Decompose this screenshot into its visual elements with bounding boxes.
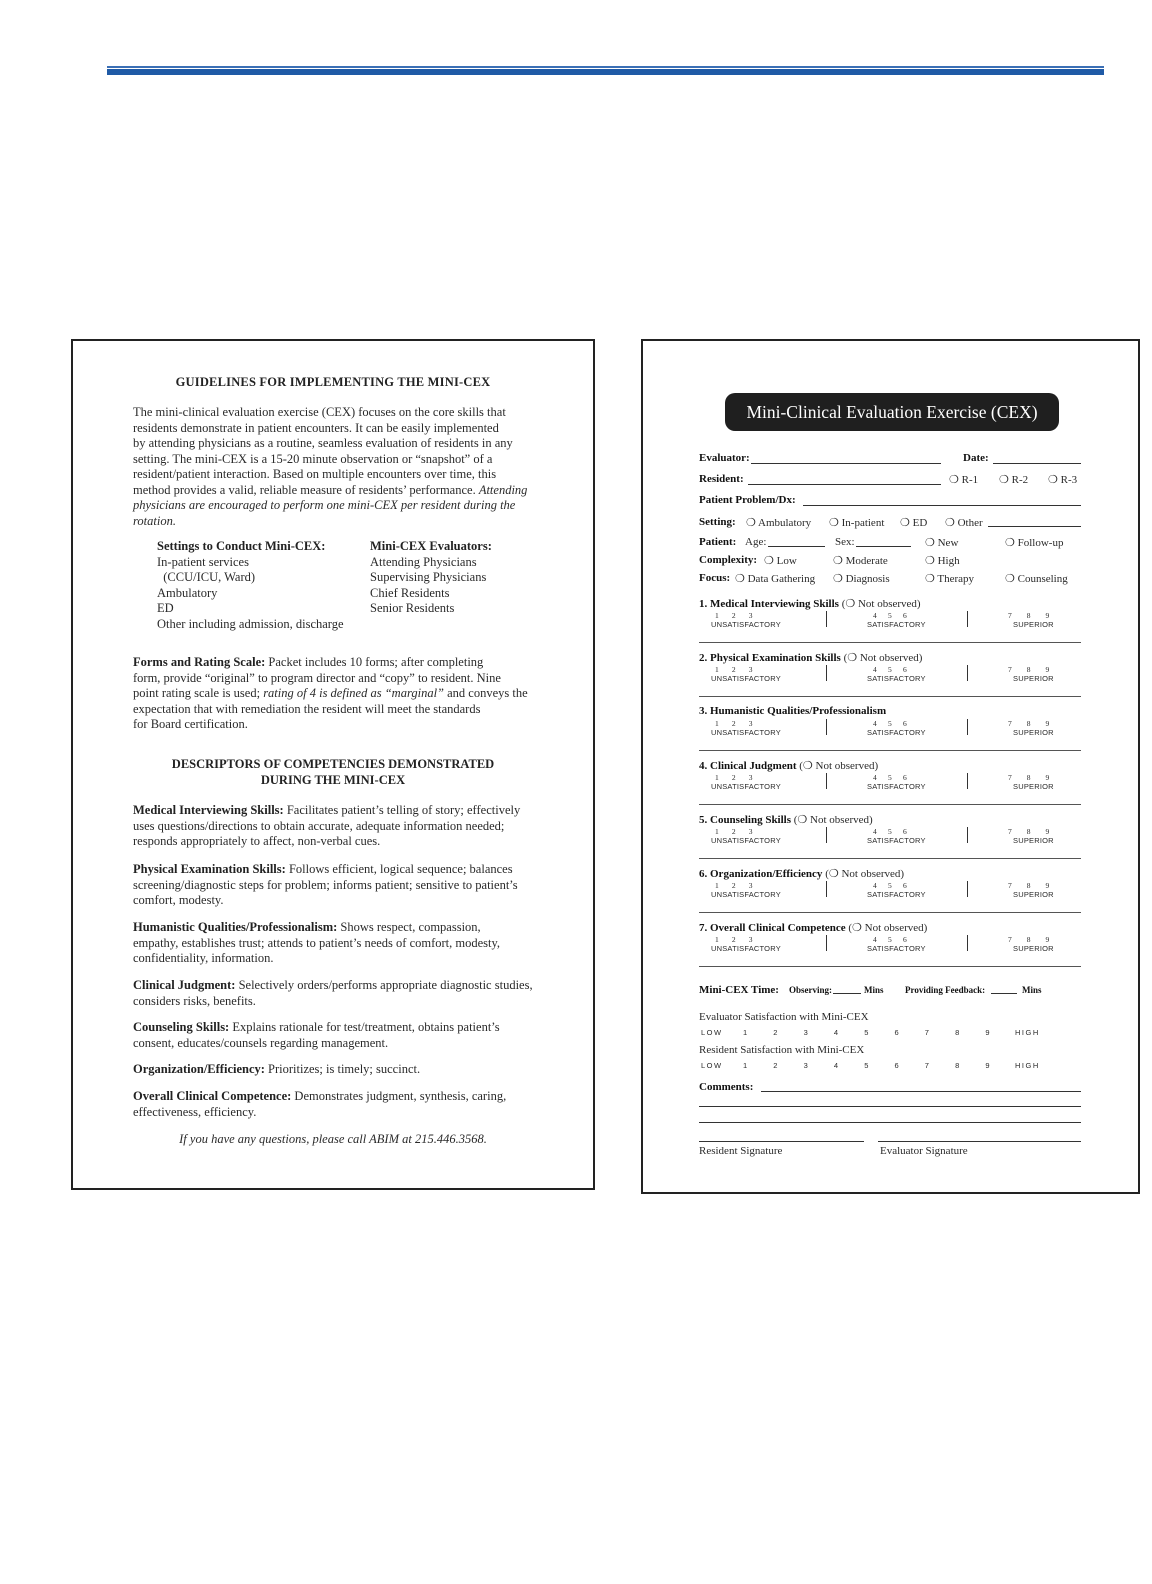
satisfaction-rating-option[interactable]: 6 bbox=[894, 1028, 901, 1037]
setting-inpatient-radio[interactable]: ❍ In-patient bbox=[829, 517, 885, 529]
rating-scale-divider bbox=[967, 719, 968, 735]
satisfaction-rating-option[interactable]: 8 bbox=[955, 1028, 961, 1037]
rating-scale-satisfactory: SATISFACTORY bbox=[867, 782, 926, 791]
observing-label: Observing: bbox=[789, 985, 833, 995]
patient-problem-field[interactable] bbox=[803, 505, 1081, 506]
descriptor-clinical-judgment: Clinical Judgment: Selectively orders/performs appropriate diagnostic studies, considers risks, benefits. bbox=[133, 978, 533, 1008]
satisfaction-rating-option[interactable]: 9 bbox=[985, 1061, 992, 1070]
comments-field-line[interactable] bbox=[761, 1091, 1081, 1092]
intro-line: method provides a valid, reliable measure of residents’ performance. Attending bbox=[133, 482, 528, 497]
satisfaction-rating-option[interactable]: 7 bbox=[924, 1061, 931, 1070]
rating-scale-superior: SUPERIOR bbox=[1013, 782, 1054, 791]
header-rule-thin bbox=[107, 66, 1104, 68]
rating-scale-superior: SUPERIOR bbox=[1013, 728, 1054, 737]
rating-item-title: 5. Counseling Skills (❍ Not observed) bbox=[699, 814, 873, 826]
observing-mins: Mins bbox=[864, 985, 884, 995]
rating-scale-superior: SUPERIOR bbox=[1013, 890, 1054, 899]
intro-line: residents demonstrate in patient encounters. It can be easily implemented bbox=[133, 420, 499, 435]
rating-scale-divider bbox=[826, 827, 827, 843]
satisfaction-rating-option[interactable]: 4 bbox=[833, 1061, 840, 1070]
evaluation-form-panel bbox=[641, 339, 1140, 1194]
rating-scale-divider bbox=[967, 827, 968, 843]
satisfaction-high-label[interactable]: HIGH bbox=[1015, 1061, 1040, 1070]
rating-item-separator bbox=[699, 966, 1081, 967]
rating-scale-divider bbox=[826, 665, 827, 681]
rating-scale-numbers-low[interactable]: 1 2 3 bbox=[715, 827, 753, 836]
followup-radio[interactable]: ❍ Follow-up bbox=[1005, 537, 1064, 549]
evaluator-signature-line[interactable] bbox=[878, 1141, 1081, 1142]
satisfaction-rating-option[interactable]: 1 bbox=[743, 1061, 749, 1070]
evaluator-label: Evaluator: bbox=[699, 452, 750, 464]
satisfaction-rating-option[interactable]: 9 bbox=[985, 1028, 992, 1037]
r1-radio[interactable]: ❍ R-1 bbox=[949, 474, 979, 486]
rating-scale-divider bbox=[826, 881, 827, 897]
evaluator-field[interactable] bbox=[751, 463, 941, 464]
rating-scale-satisfactory: SATISFACTORY bbox=[867, 944, 926, 953]
focus-diagnosis-radio[interactable]: ❍ Diagnosis bbox=[833, 573, 890, 585]
rating-scale-satisfactory: SATISFACTORY bbox=[867, 674, 926, 683]
sex-label: Sex: bbox=[835, 536, 855, 548]
time-label: Mini-CEX Time: bbox=[699, 984, 779, 996]
complexity-high-radio[interactable]: ❍ High bbox=[925, 555, 960, 567]
rating-item-separator bbox=[699, 858, 1081, 859]
form-title: Mini-Clinical Evaluation Exercise (CEX) bbox=[725, 393, 1059, 431]
guidelines-intro bbox=[133, 405, 533, 529]
comments-field-line[interactable] bbox=[699, 1106, 1081, 1107]
rating-scale-satisfactory: SATISFACTORY bbox=[867, 620, 926, 629]
rating-scale-numbers-high[interactable]: 7 8 9 bbox=[1008, 827, 1050, 836]
rating-scale-divider bbox=[826, 611, 827, 627]
rating-scale-satisfactory: SATISFACTORY bbox=[867, 728, 926, 737]
rating-scale-numbers-low[interactable]: 1 2 3 bbox=[715, 611, 753, 620]
sex-field[interactable] bbox=[856, 546, 911, 547]
complexity-moderate-radio[interactable]: ❍ Moderate bbox=[833, 555, 888, 567]
satisfaction-rating-option[interactable]: 1 bbox=[743, 1028, 749, 1037]
patient-label: Patient: bbox=[699, 536, 737, 548]
descriptors-title: DESCRIPTORS OF COMPETENCIES DEMONSTRATED DURING THE MINI-CEX bbox=[171, 757, 495, 787]
rating-scale-unsatisfactory: UNSATISFACTORY bbox=[711, 890, 781, 899]
focus-counseling-radio[interactable]: ❍ Counseling bbox=[1005, 573, 1068, 585]
comments-field-line[interactable] bbox=[699, 1122, 1081, 1123]
satisfaction-rating-option[interactable]: 4 bbox=[833, 1028, 840, 1037]
patient-problem-label: Patient Problem/Dx: bbox=[699, 494, 796, 506]
rating-scale-numbers-mid[interactable]: 4 5 6 bbox=[873, 665, 907, 674]
rating-scale-unsatisfactory: UNSATISFACTORY bbox=[711, 728, 781, 737]
header-rule-thick bbox=[107, 69, 1104, 75]
settings-item: In-patient services bbox=[157, 554, 249, 569]
setting-other-field[interactable] bbox=[988, 526, 1081, 527]
intro-line: setting. The mini-CEX is a 15-20 minute observation or “snapshot” of a bbox=[133, 451, 493, 466]
rating-item-title: 2. Physical Examination Skills (❍ Not observed) bbox=[699, 652, 923, 664]
resident-field[interactable] bbox=[748, 484, 941, 485]
focus-label: Focus: bbox=[699, 572, 731, 584]
descriptor-overall-competence: Overall Clinical Competence: Demonstrates judgment, synthesis, caring, effectiveness, efficiency. bbox=[133, 1089, 507, 1119]
settings-item: Ambulatory bbox=[157, 585, 218, 600]
rating-scale-numbers-high[interactable]: 7 8 9 bbox=[1008, 935, 1050, 944]
satisfaction-rating-option[interactable]: 2 bbox=[773, 1061, 779, 1070]
rating-scale-superior: SUPERIOR bbox=[1013, 674, 1054, 683]
focus-data-gathering-radio[interactable]: ❍ Data Gathering bbox=[735, 573, 816, 585]
r3-radio[interactable]: ❍ R-3 bbox=[1048, 474, 1078, 486]
descriptor-physical-examination: Physical Examination Skills: Follows efficient, logical sequence; balances screening/diagnostic steps for problem; informs patient; sensitive to patient’s comfort, modesty. bbox=[133, 862, 518, 907]
rating-scale-numbers-mid[interactable]: 4 5 6 bbox=[873, 773, 907, 782]
rating-scale-numbers-low[interactable]: 1 2 3 bbox=[715, 881, 753, 890]
feedback-label: Providing Feedback: bbox=[905, 985, 986, 995]
resident-satisfaction-label: Resident Satisfaction with Mini-CEX bbox=[699, 1044, 865, 1056]
satisfaction-rating-option[interactable]: 5 bbox=[864, 1028, 870, 1037]
rating-item-title: 4. Clinical Judgment (❍ Not observed) bbox=[699, 760, 879, 772]
intro-line: resident/patient interaction. Based on multiple encounters over time, this bbox=[133, 467, 497, 481]
rating-item-title: 7. Overall Clinical Competence (❍ Not observed) bbox=[699, 922, 928, 934]
satisfaction-low-label[interactable]: LOW bbox=[701, 1028, 723, 1037]
rating-item-title: 1. Medical Interviewing Skills (❍ Not observed) bbox=[699, 598, 921, 610]
satisfaction-rating-option[interactable]: 7 bbox=[924, 1028, 931, 1037]
satisfaction-rating-option[interactable]: 6 bbox=[894, 1061, 901, 1070]
comments-label: Comments: bbox=[699, 1081, 754, 1093]
rating-scale-numbers-high[interactable]: 7 8 9 bbox=[1008, 881, 1050, 890]
date-label: Date: bbox=[963, 452, 989, 464]
settings-item: ED bbox=[157, 601, 174, 615]
satisfaction-low-label[interactable]: LOW bbox=[701, 1061, 723, 1070]
rating-scale-unsatisfactory: UNSATISFACTORY bbox=[711, 674, 781, 683]
descriptor-counseling: Counseling Skills: Explains rationale for test/treatment, obtains patient’s consent, educates/counsels regarding management. bbox=[133, 1020, 500, 1050]
rating-item-separator bbox=[699, 750, 1081, 751]
evaluator-signature-label: Evaluator Signature bbox=[880, 1145, 968, 1157]
rating-scale-numbers-mid[interactable]: 4 5 6 bbox=[873, 935, 907, 944]
rating-scale-numbers-mid[interactable]: 4 5 6 bbox=[873, 719, 907, 728]
evaluators-heading: Mini-CEX Evaluators: bbox=[370, 539, 492, 553]
age-field[interactable] bbox=[768, 546, 825, 547]
rating-scale-unsatisfactory: UNSATISFACTORY bbox=[711, 836, 781, 845]
contact-footer: If you have any questions, please call ABIM at 215.446.3568. bbox=[179, 1132, 487, 1146]
rating-scale-unsatisfactory: UNSATISFACTORY bbox=[711, 620, 781, 629]
descriptor-medical-interviewing: Medical Interviewing Skills: Facilitates patient’s telling of story; effectively uses questions/directions to obtain accurate, adequate information needed; responds appropriately to affect, non-verbal cues. bbox=[133, 803, 521, 848]
satisfaction-rating-option[interactable]: 3 bbox=[803, 1061, 810, 1070]
rating-item-title: 6. Organization/Efficiency (❍ Not observed) bbox=[699, 868, 905, 880]
focus-therapy-radio[interactable]: ❍ Therapy bbox=[925, 573, 975, 585]
rating-scale-superior: SUPERIOR bbox=[1013, 620, 1054, 629]
rating-scale-superior: SUPERIOR bbox=[1013, 836, 1054, 845]
evaluators-list bbox=[370, 539, 492, 617]
evaluators-item: Senior Residents bbox=[370, 601, 455, 615]
intro-line: The mini-clinical evaluation exercise (CEX) focuses on the core skills that bbox=[133, 405, 506, 419]
rating-item-separator bbox=[699, 642, 1081, 643]
rating-item-separator bbox=[699, 696, 1081, 697]
rating-item-separator bbox=[699, 912, 1081, 913]
guidelines-panel bbox=[71, 339, 595, 1190]
evaluators-item: Supervising Physicians bbox=[370, 570, 487, 584]
satisfaction-high-label[interactable]: HIGH bbox=[1015, 1028, 1040, 1037]
evaluators-item: Chief Residents bbox=[370, 585, 450, 600]
satisfaction-rating-option[interactable]: 2 bbox=[773, 1028, 779, 1037]
rating-scale-numbers-low[interactable]: 1 2 3 bbox=[715, 773, 753, 782]
resident-signature-label: Resident Signature bbox=[699, 1145, 783, 1157]
resident-label: Resident: bbox=[699, 473, 744, 485]
rating-item-title: 3. Humanistic Qualities/Professionalism bbox=[699, 705, 887, 717]
rating-scale-numbers-low[interactable]: 1 2 3 bbox=[715, 665, 753, 674]
setting-ed-radio[interactable]: ❍ ED bbox=[900, 517, 928, 529]
rating-scale-divider bbox=[826, 773, 827, 789]
new-radio[interactable]: ❍ New bbox=[925, 537, 959, 549]
intro-line: by attending physicians as a routine, seamless evaluation of residents in any bbox=[133, 436, 513, 450]
age-label: Age: bbox=[745, 536, 767, 548]
rating-scale-divider bbox=[826, 935, 827, 951]
guidelines-title: GUIDELINES FOR IMPLEMENTING THE MINI-CEX bbox=[175, 375, 491, 389]
setting-ambulatory-radio[interactable]: ❍ Ambulatory bbox=[746, 517, 812, 529]
evaluators-item: Attending Physicians bbox=[370, 554, 477, 569]
descriptor-organization: Organization/Efficiency: Prioritizes; is timely; succinct. bbox=[133, 1062, 421, 1076]
rating-scale-numbers-mid[interactable]: 4 5 6 bbox=[873, 611, 907, 620]
rating-scale-satisfactory: SATISFACTORY bbox=[867, 836, 926, 845]
settings-list bbox=[157, 539, 344, 632]
rating-scale-numbers-high[interactable]: 7 8 9 bbox=[1008, 611, 1050, 620]
evaluator-satisfaction-label: Evaluator Satisfaction with Mini-CEX bbox=[699, 1011, 869, 1023]
rating-scale-satisfactory: SATISFACTORY bbox=[867, 890, 926, 899]
rating-scale-numbers-high[interactable]: 7 8 9 bbox=[1008, 773, 1050, 782]
forms-and-rating-scale: Forms and Rating Scale: Packet includes 10 forms; after completing form, provide “original” to program director and “copy” to resident. Nine point rating scale is used; rating of 4 is defined as “marginal” and conveys the expectation that with remediation the resident will meet the standards for Board certification. bbox=[133, 655, 528, 731]
intro-line: physicians are encouraged to perform one mini-CEX per resident during the rotation. bbox=[133, 498, 516, 528]
feedback-field[interactable] bbox=[991, 993, 1017, 994]
rating-scale-numbers-high[interactable]: 7 8 9 bbox=[1008, 719, 1050, 728]
rating-item-separator bbox=[699, 804, 1081, 805]
rating-scale-divider bbox=[967, 665, 968, 681]
setting-label: Setting: bbox=[699, 516, 736, 528]
rating-scale-unsatisfactory: UNSATISFACTORY bbox=[711, 944, 781, 953]
rating-scale-divider bbox=[967, 881, 968, 897]
rating-scale-numbers-low[interactable]: 1 2 3 bbox=[715, 719, 753, 728]
rating-scale-divider bbox=[967, 773, 968, 789]
settings-item: Other including admission, discharge bbox=[157, 616, 344, 631]
r2-radio[interactable]: ❍ R-2 bbox=[999, 474, 1029, 486]
resident-signature-line[interactable] bbox=[699, 1141, 864, 1142]
settings-item: (CCU/ICU, Ward) bbox=[157, 570, 256, 584]
date-field[interactable] bbox=[993, 463, 1081, 464]
satisfaction-rating-option[interactable]: 5 bbox=[864, 1061, 870, 1070]
rating-scale-divider bbox=[826, 719, 827, 735]
rating-scale-numbers-mid[interactable]: 4 5 6 bbox=[873, 881, 907, 890]
complexity-low-radio[interactable]: ❍ Low bbox=[764, 555, 797, 567]
observing-field[interactable] bbox=[833, 993, 861, 994]
rating-scale-numbers-low[interactable]: 1 2 3 bbox=[715, 935, 753, 944]
satisfaction-rating-option[interactable]: 3 bbox=[803, 1028, 810, 1037]
rating-scale-unsatisfactory: UNSATISFACTORY bbox=[711, 782, 781, 791]
rating-scale-divider bbox=[967, 935, 968, 951]
complexity-label: Complexity: bbox=[699, 554, 758, 566]
satisfaction-rating-option[interactable]: 8 bbox=[955, 1061, 961, 1070]
setting-other-radio[interactable]: ❍ Other bbox=[945, 517, 983, 529]
rating-scale-superior: SUPERIOR bbox=[1013, 944, 1054, 953]
settings-heading: Settings to Conduct Mini-CEX: bbox=[157, 539, 326, 553]
rating-scale-divider bbox=[967, 611, 968, 627]
rating-scale-numbers-mid[interactable]: 4 5 6 bbox=[873, 827, 907, 836]
rating-scale-numbers-high[interactable]: 7 8 9 bbox=[1008, 665, 1050, 674]
descriptor-humanistic-qualities: Humanistic Qualities/Professionalism: Shows respect, compassion, empathy, establishes trust; attends to patient’s needs of comfort, modesty, confidentiality, information. bbox=[133, 920, 501, 965]
feedback-mins: Mins bbox=[1022, 985, 1042, 995]
